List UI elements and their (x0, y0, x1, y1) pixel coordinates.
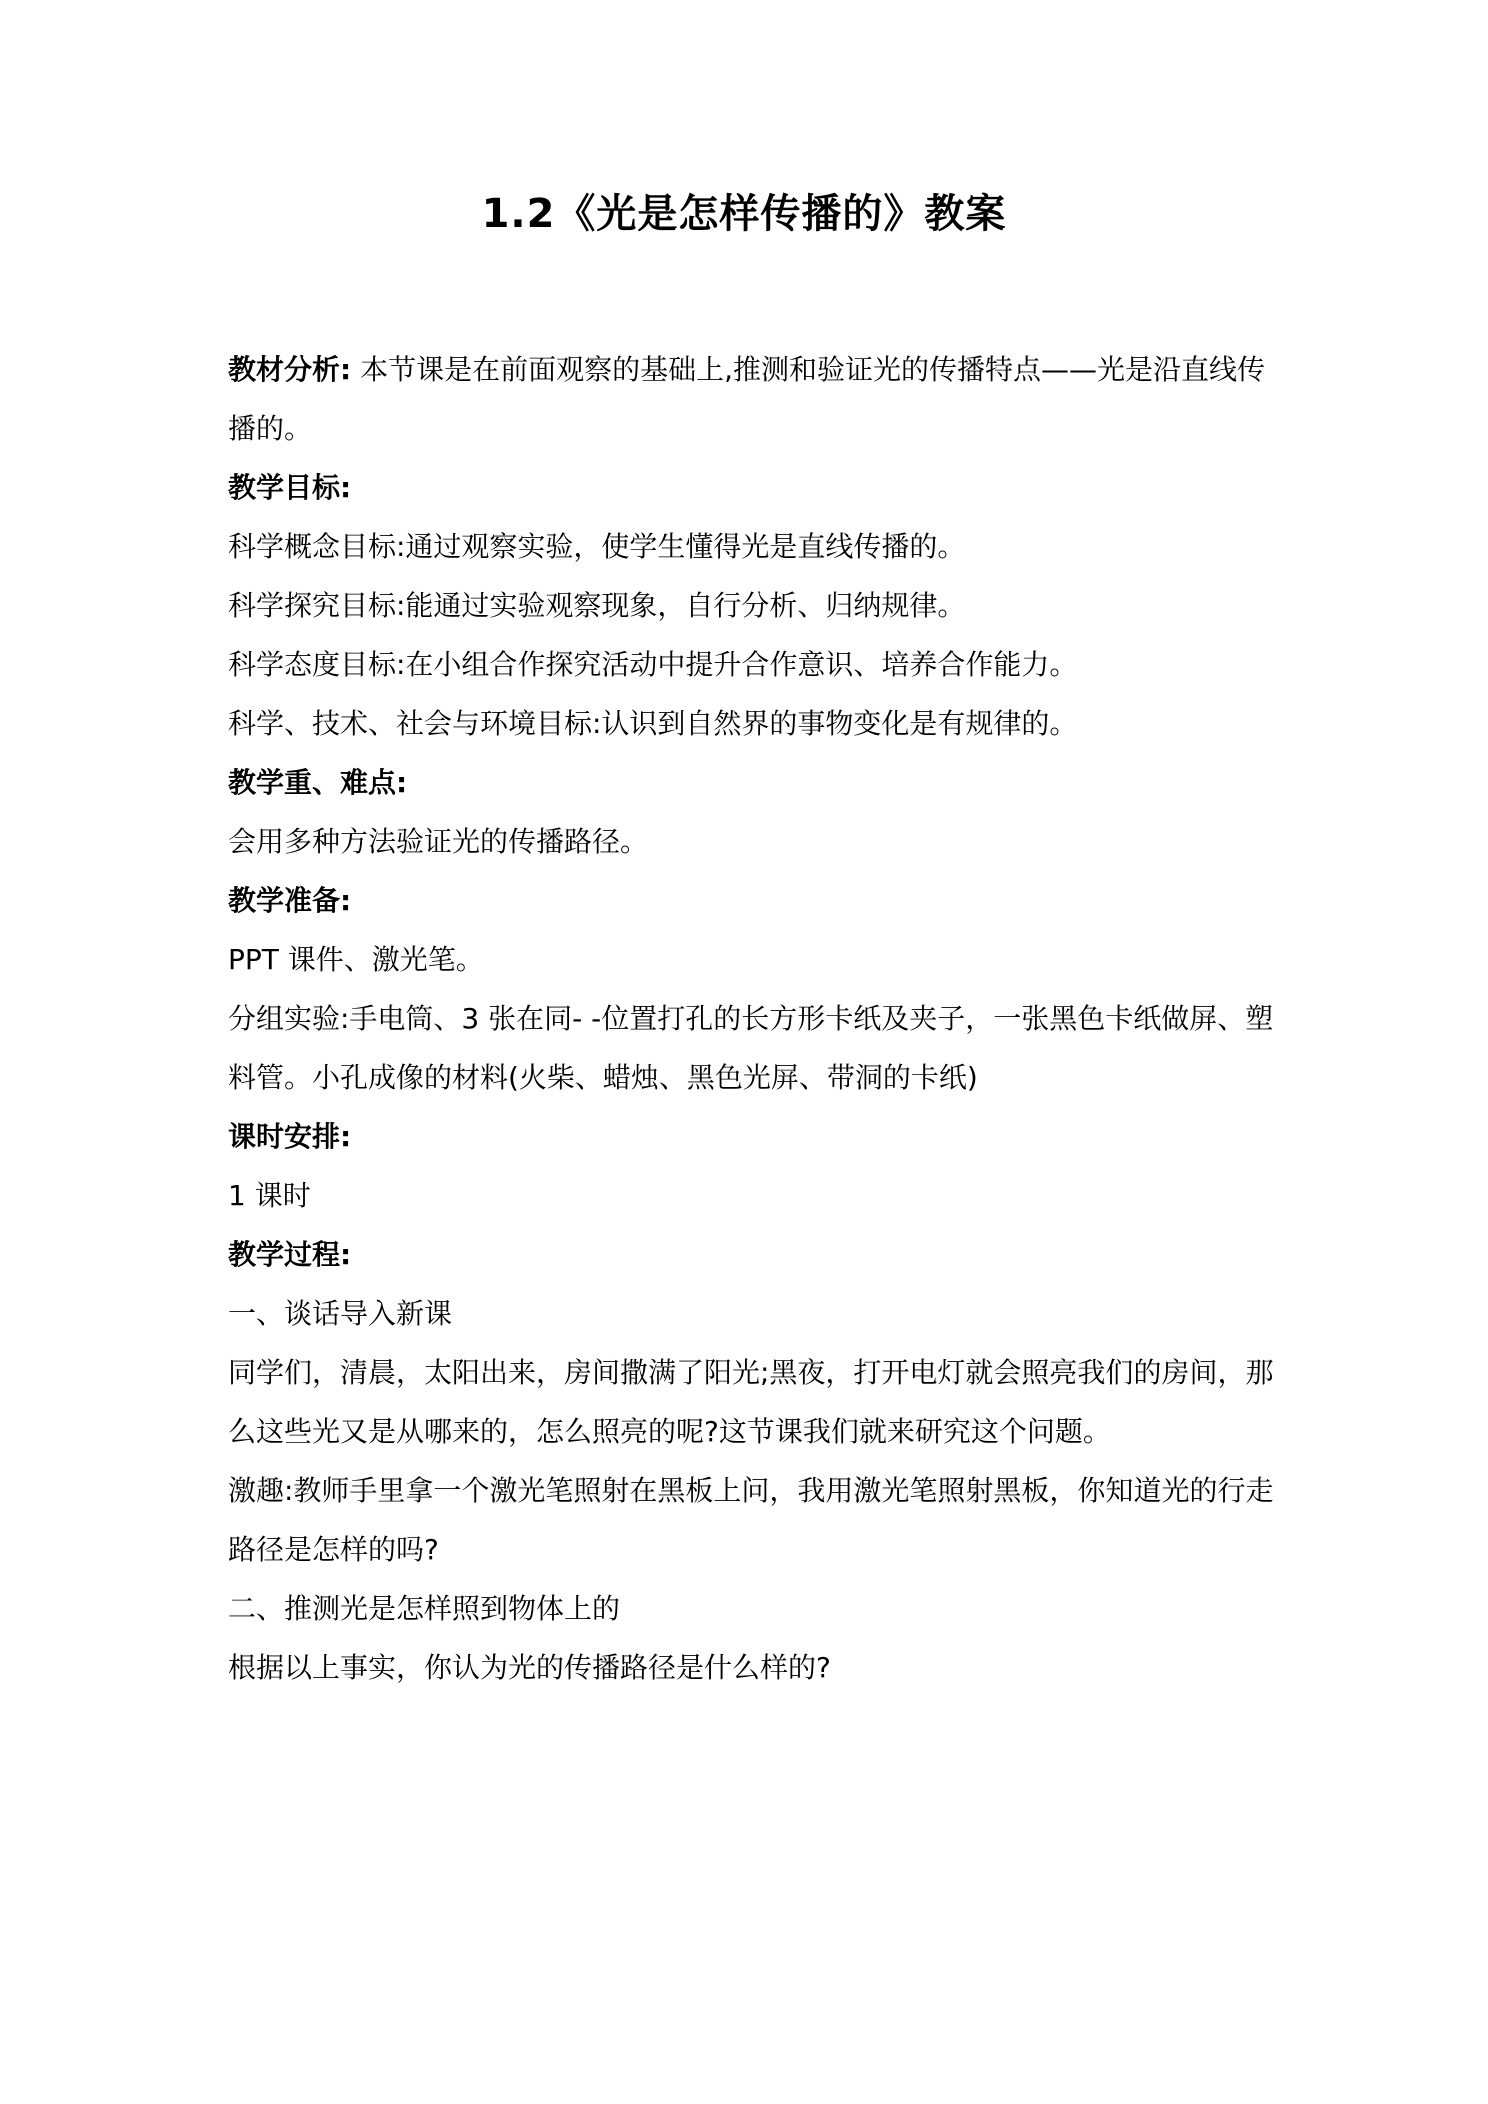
objective-item: 科学态度目标:在小组合作探究活动中提升合作意识、培养合作能力。 (228, 648, 1078, 681)
document-title: 1.2《光是怎样传播的》教案 (481, 191, 1007, 237)
preparation-item: 分组实验:手电筒、3 张在同- -位置打孔的长方形卡纸及夹子，一张黑色卡纸做屏、塑料管。小孔成像的材料(火柴、蜡烛、黑色光屏、带洞的卡纸) (228, 1002, 1274, 1094)
material-analysis-label: 教材分析: (228, 353, 352, 386)
process-item: 二、推测光是怎样照到物体上的 (228, 1592, 621, 1625)
preparation-heading: 教学准备: (228, 884, 352, 917)
key-points-text: 会用多种方法验证光的传播路径。 (228, 825, 649, 858)
schedule-text: 1 课时 (228, 1179, 311, 1212)
objective-item: 科学、技术、社会与环境目标:认识到自然界的事物变化是有规律的。 (228, 707, 1078, 740)
process-heading: 教学过程: (228, 1238, 352, 1271)
process-item: 根据以上事实，你认为光的传播路径是什么样的? (228, 1651, 831, 1684)
material-analysis-text: 本节课是在前面观察的基础上,推测和验证光的传播特点——光是沿直线传播的。 (228, 353, 1266, 445)
process-item: 一、谈话导入新课 (228, 1297, 453, 1330)
process-item: 激趣:教师手里拿一个激光笔照射在黑板上问，我用激光笔照射黑板，你知道光的行走路径是怎样的吗? (228, 1474, 1274, 1566)
key-points-heading: 教学重、难点: (228, 766, 408, 799)
objectives-heading: 教学目标: (228, 471, 352, 504)
objective-item: 科学概念目标:通过观察实验，使学生懂得光是直线传播的。 (228, 530, 966, 563)
process-item: 同学们，清晨，太阳出来，房间撒满了阳光;黑夜，打开电灯就会照亮我们的房间，那么这些光又是从哪来的，怎么照亮的呢?这节课我们就来研究这个问题。 (228, 1356, 1274, 1448)
schedule-heading: 课时安排: (228, 1120, 352, 1153)
preparation-item: PPT 课件、激光笔。 (228, 943, 484, 976)
document-body (228, 340, 1278, 1697)
material-analysis-paragraph (228, 340, 1278, 458)
objective-item: 科学探究目标:能通过实验观察现象，自行分析、归纳规律。 (228, 589, 966, 622)
